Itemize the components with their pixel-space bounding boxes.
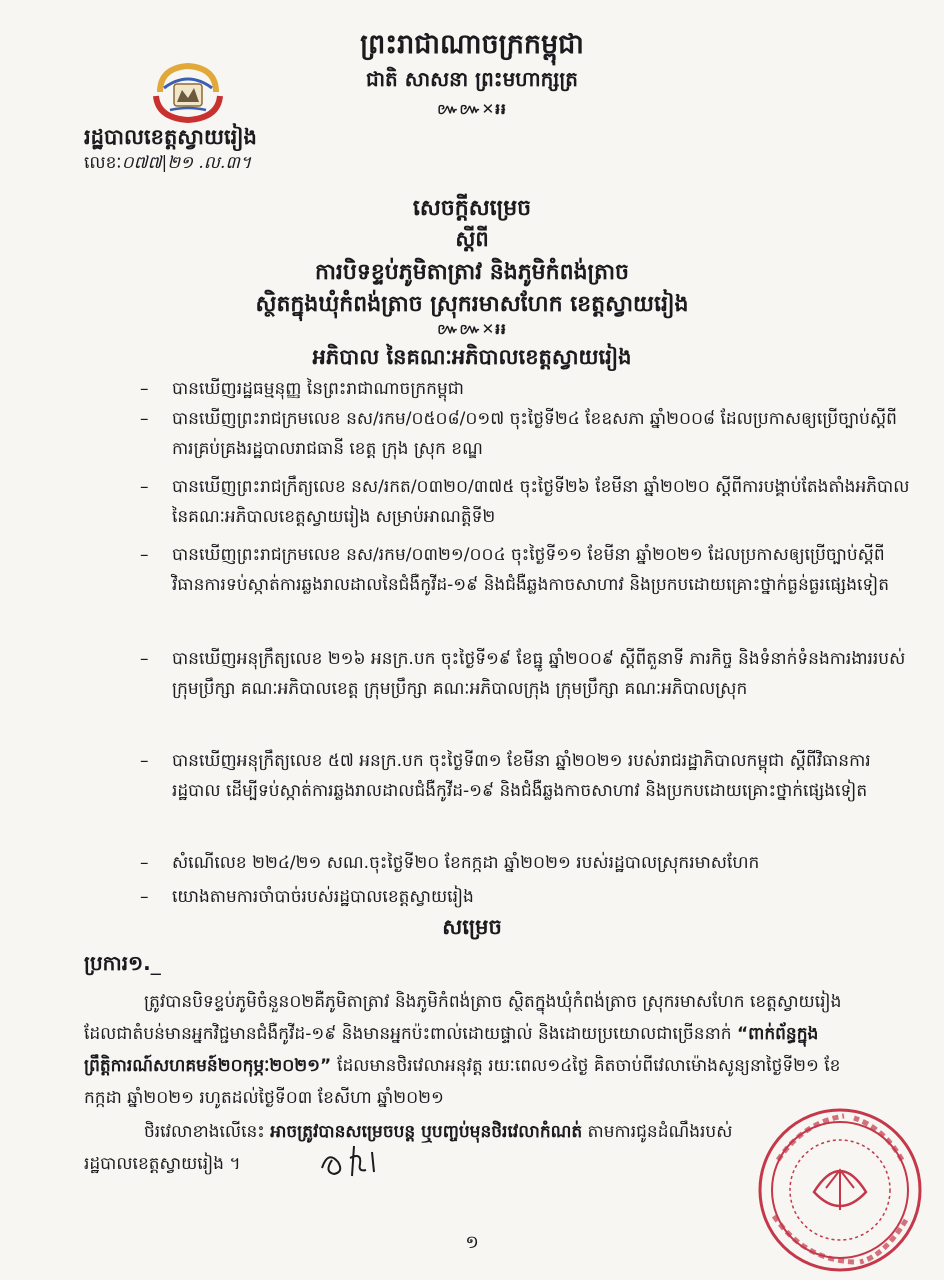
issuing-authority: រដ្ឋបាលខេត្តស្វាយរៀង — [84, 125, 257, 149]
title-ornament: ៚៚✕៛៛ — [437, 320, 507, 338]
list-item: – សំណើលេខ ២២៤/២១ សណ.ចុះថ្ងៃទី២០ ខែកក្កដា ឆ្នាំ២០២១ របស់រដ្ឋបាលស្រុករមាសហែក — [140, 853, 760, 873]
subject-line-2: ស្ថិតក្នុងឃុំកំពង់ត្រាច ស្រុករមាសហែក ខេត្តស្វាយរៀង — [255, 292, 689, 317]
subject-line-1: ការបិទខ្ទប់ភូមិតាត្រាវ និងភូមិកំពង់ត្រាច — [314, 260, 630, 285]
page-number: ១ — [465, 1232, 479, 1253]
decision-heading: សេចក្តីសម្រេច — [412, 196, 532, 221]
list-item: – បានឃើញព្រះរាជក្រមលេខ នស/រកម/០៥០៨/០១៧ ចុះថ្ងៃទី២៤ ខែឧសភា ឆ្នាំ២០០៨ ដែលប្រកាសឲ្យប្រើច្បាប់ស្តីពីការគ្រប់គ្រងរដ្ឋបាលរាជធានី ខេត្ត ក្រុង ស្រុក ខណ្ឌ — [140, 409, 897, 459]
list-item: – យោងតាមការចាំបាច់របស់រដ្ឋបាលខេត្តស្វាយរៀង — [140, 887, 474, 907]
list-item: – បានឃើញព្រះរាជក្រមលេខ នស/រកម/០៣២១/០០៤ ចុះថ្ងៃទី១១ ខែមីនា ឆ្នាំ២០២១ ដែលប្រកាសឲ្យប្រើច្បាប់ស្តីពីវិធានការទប់ស្កាត់ការឆ្លងរាលដាលនៃជំងឺកូវីដ-១៩ និងជំងឺឆ្លងកាចសាហាវ និងប្រកបដោយគ្រោះថ្នាក់ធ្ងន់ធ្ងរផ្សេងទៀត — [140, 545, 890, 595]
reference-label: លេខៈ — [84, 153, 122, 173]
list-item: – បានឃើញរដ្ឋធម្មនុញ្ញ នៃព្រះរាជាណាចក្រកម្ពុជា — [140, 379, 464, 399]
governor-heading: អភិបាល នៃគណៈអភិបាលខេត្តស្វាយរៀង — [312, 345, 632, 369]
article-1-paragraph-1: ត្រូវបានបិទខ្ទប់ភូមិចំនួន០២គឺភូមិតាត្រាវ និងភូមិកំពង់ត្រាច ស្ថិតក្នុងឃុំកំពង់ត្រាច ស្រុករមាសហែក ខេត្តស្វាយរៀង ដែលជាតំបន់មានអ្នកវិជ្ជមានជំងឺកូវីដ-១៩ និងមានអ្នកប៉ះពាល់ដោយផ្ទាល់ និងដោយប្រយោលជាច្រើននាក់ “ពាក់ព័ន្ធក្នុងព្រឹត្តិការណ៍សហគមន៍២០កុម្ភៈ២០២១” ដែលមានថិរវេលាអនុវត្ត រយៈពេល១៤ថ្ងៃ គិតចាប់ពីវេលាម៉ោងសូន្យនាថ្ងៃទី២១ ខែកក្កដា ឆ្នាំ២០២១ រហូតដល់ថ្ងៃទី០៣ ខែសីហា ឆ្នាំ២០២១ — [84, 992, 842, 1108]
reference-number — [84, 152, 251, 177]
article-1-label: ប្រការ១._ — [84, 951, 161, 975]
kingdom-heading: ព្រះរាជាណាចក្រកម្ពុជា — [360, 29, 584, 60]
header-ornament: ៚៚✕៛៛ — [437, 100, 507, 118]
list-item: – បានឃើញអនុក្រឹត្យលេខ ៥៧ អនក្រ.បក ចុះថ្ងៃទី៣១ ខែមីនា ឆ្នាំ២០២១ របស់រាជរដ្ឋាភិបាលកម្ពុជា ស្តីពីវិធានការរដ្ឋបាល ដើម្បីទប់ស្កាត់ការឆ្លងរាលដាលជំងឺកូវីដ-១៩ និងជំងឺឆ្លងកាចសាហាវ និងប្រកបដោយគ្រោះថ្នាក់ផ្សេងទៀត — [140, 751, 871, 801]
list-item: – បានឃើញព្រះរាជក្រឹត្យលេខ នស/រកត/០៣២០/៣៧៥ ចុះថ្ងៃទី២៦ ខែមីនា ឆ្នាំ២០២០ ស្តីពីការបង្គាប់តែងតាំងអភិបាល នៃគណៈអភិបាលខេត្តស្វាយរៀង សម្រាប់អាណត្តិទី២ — [140, 477, 910, 527]
list-item: – បានឃើញអនុក្រឹត្យលេខ ២១៦ អនក្រ.បក ចុះថ្ងៃទី១៩ ខែធ្នូ ឆ្នាំ២០០៩ ស្តីពីតួនាទី ភារកិច្ច និងទំនាក់ទំនងការងាររបស់ក្រុមប្រឹក្សា គណៈអភិបាលខេត្ត ក្រុមប្រឹក្សា គណៈអភិបាលក្រុង ក្រុមប្រឹក្សា គណៈអភិបាលស្រុក — [140, 649, 906, 699]
handwritten-initials — [314, 1142, 424, 1180]
decided-heading: សម្រេច — [442, 915, 502, 939]
article-1-paragraph-2: ថិរវេលាខាងលើនេះ អាចត្រូវបានសម្រេចបន្ត ឬបញ្ចប់មុនថិរវេលាកំណត់ តាមការជូនដំណឹងរបស់រដ្ឋបាលខេត្តស្វាយរៀង ។ — [84, 1122, 733, 1174]
national-motto: ជាតិ សាសនា ព្រះមហាក្សត្រ — [366, 67, 578, 91]
legal-references-list — [140, 374, 910, 916]
about-heading: ស្តីពី — [455, 227, 489, 251]
reference-value: ០៧៧|២១ .ល.៣។ — [121, 153, 252, 173]
